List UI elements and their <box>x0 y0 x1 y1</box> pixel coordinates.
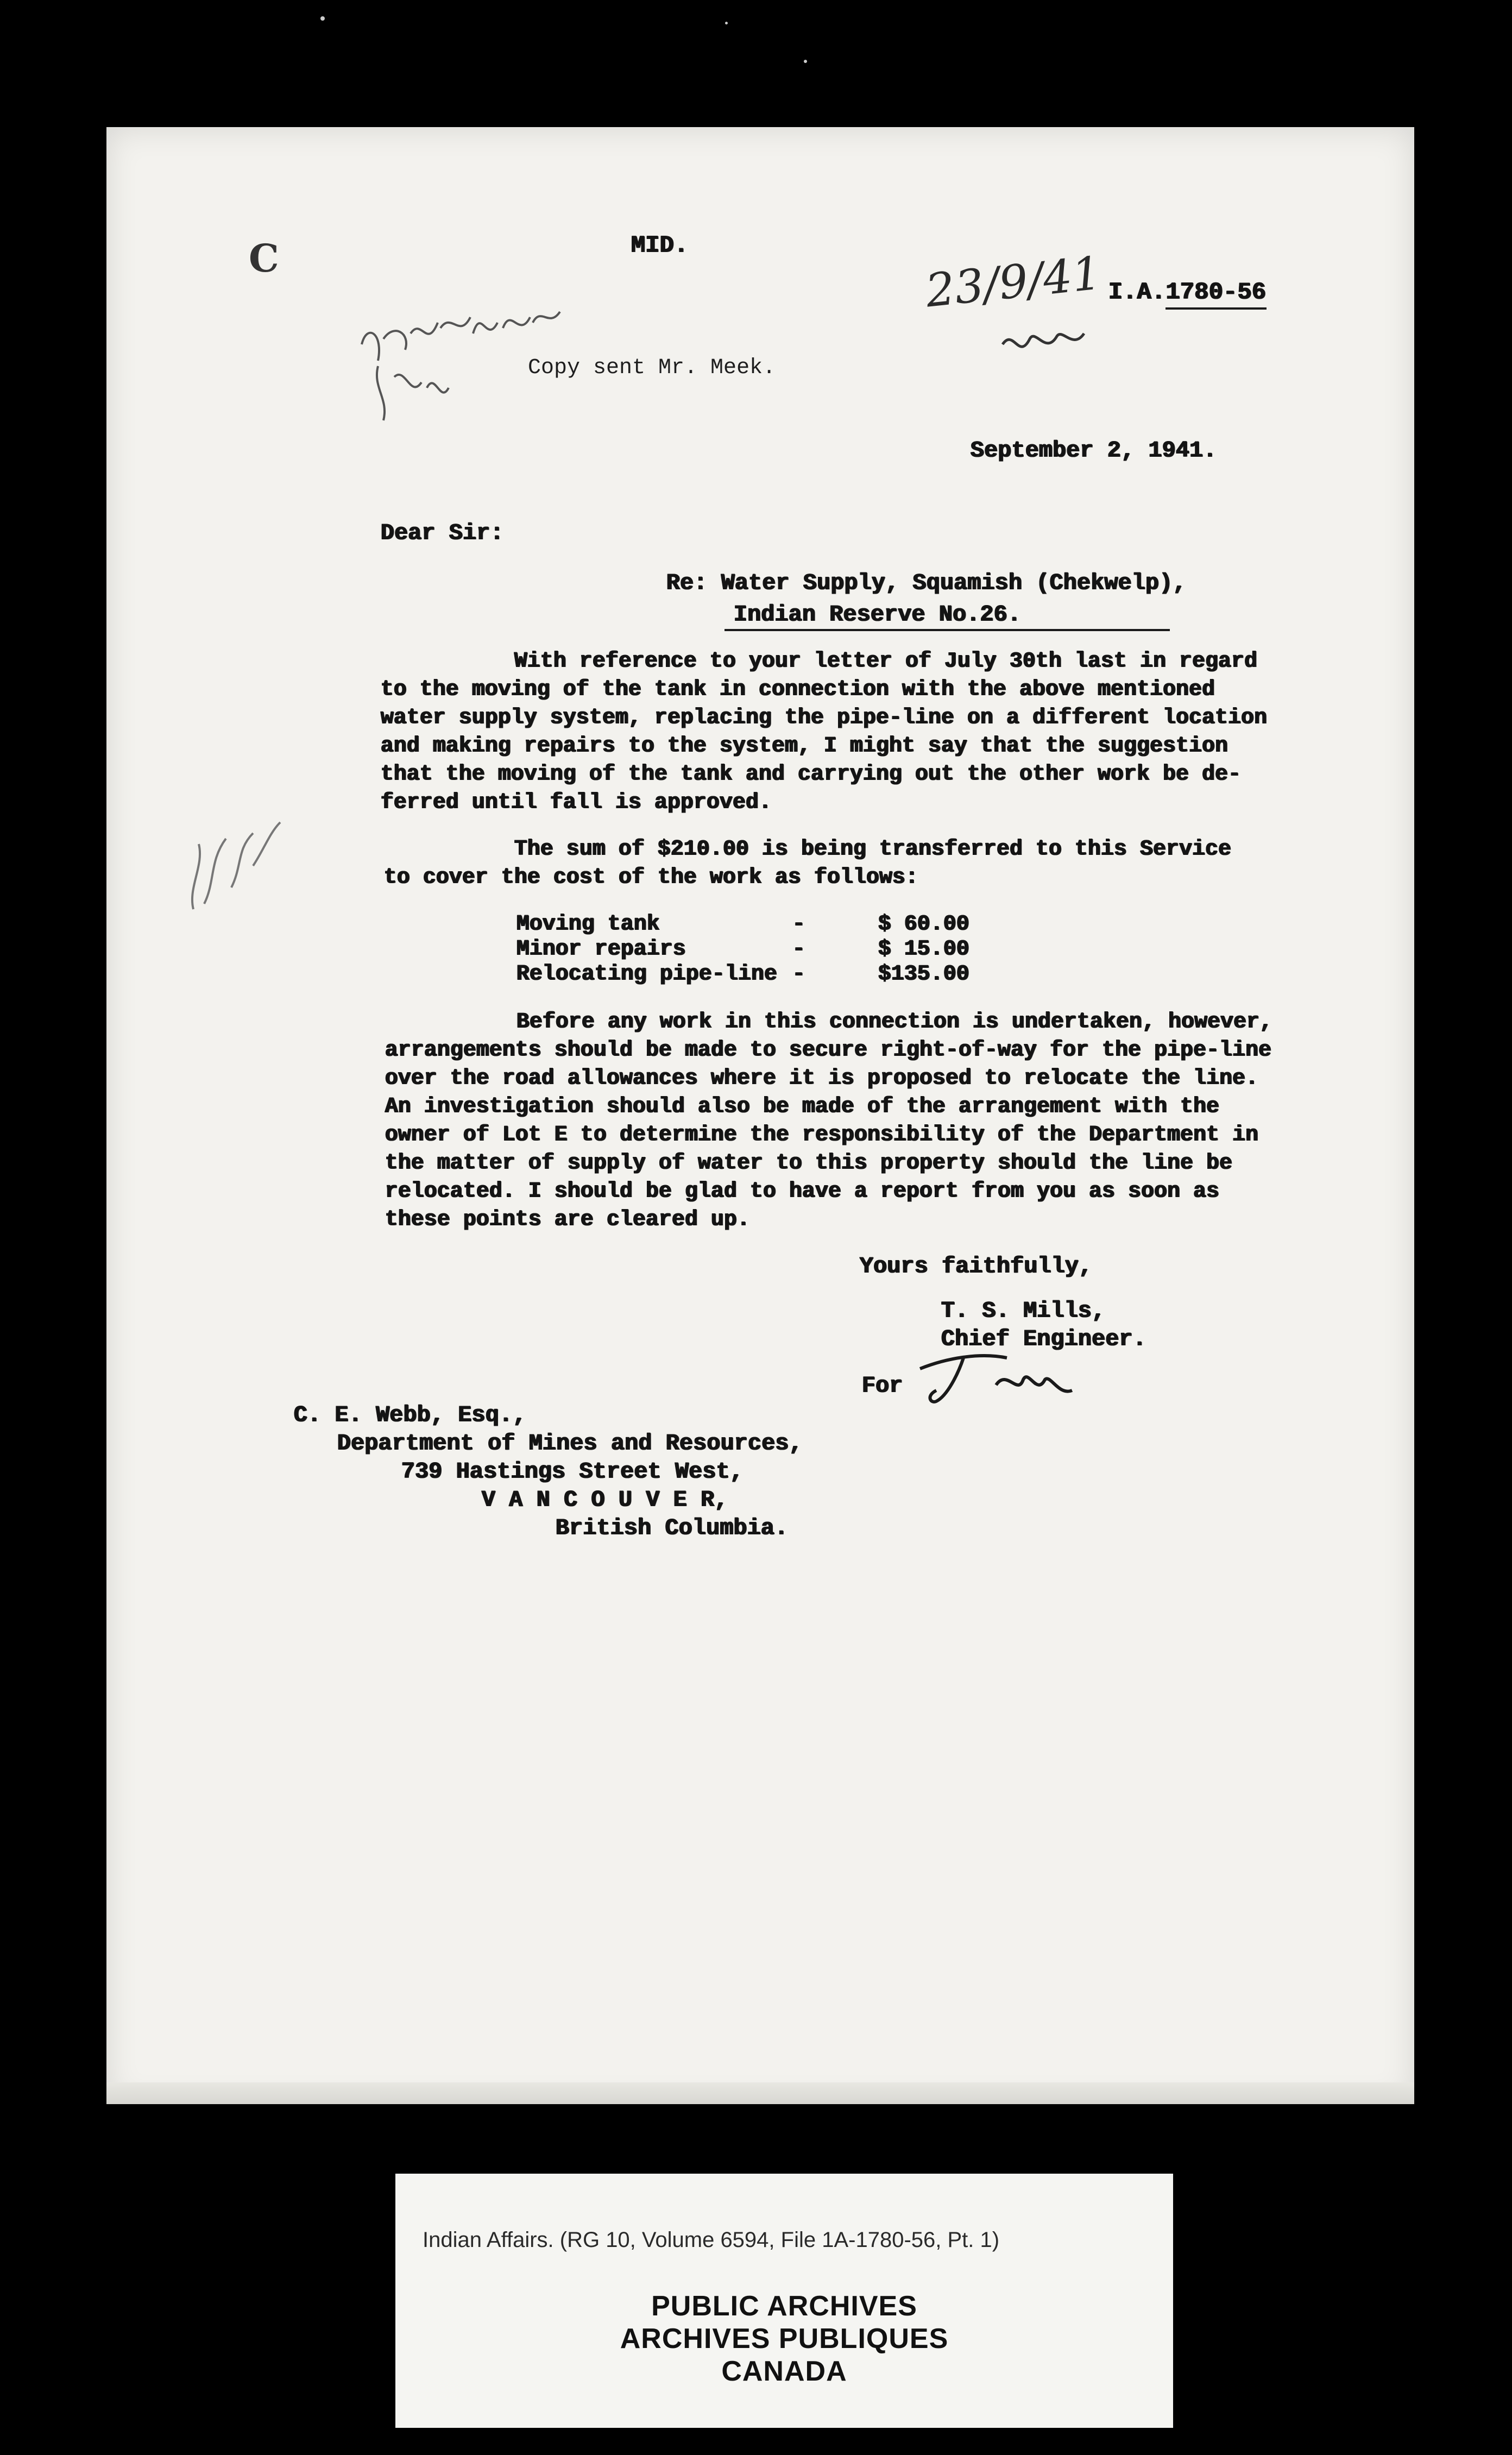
paragraph-3-line: arrangements should be made to secure right-of-way for the pipe-line <box>385 1038 1271 1062</box>
letter-date: September 2, 1941. <box>970 437 1217 463</box>
addressee-line: 739 Hastings Street West, <box>401 1458 744 1484</box>
archive-country: CANADA <box>721 2356 847 2387</box>
salutation: Dear Sir: <box>380 520 503 546</box>
paper-bottom-edge <box>106 2082 1414 2104</box>
paragraph-3-line: relocated. I should be glad to have a report from you as soon as <box>385 1179 1219 1204</box>
cost-amount: $135.00 <box>878 962 969 986</box>
signatory-name: T. S. Mills, <box>941 1298 1105 1324</box>
film-speck <box>320 16 325 21</box>
addressee-line: British Columbia. <box>555 1515 788 1541</box>
paragraph-1-line: to the moving of the tank in connection with the above mentioned <box>380 677 1215 702</box>
subject-line-1: Re: Water Supply, Squamish (Chekwelp), <box>666 570 1186 596</box>
file-reference: I.A.1780-56 <box>1108 279 1266 306</box>
paragraph-3-line: An investigation should also be made of the arrangement with the <box>385 1094 1219 1119</box>
cost-item: Relocating pipe-line <box>516 962 777 986</box>
file-reference-underline <box>1166 307 1267 310</box>
paragraph-3-line: the matter of supply of water to this property should the line be <box>385 1151 1232 1175</box>
paragraph-3-line: owner of Lot E to determine the responsibility of the Department in <box>385 1123 1258 1147</box>
archive-name-english: PUBLIC ARCHIVES <box>651 2290 917 2322</box>
file-marker: MID. <box>631 232 688 259</box>
paragraph-3-line: over the road allowances where it is proposed to relocate the line. <box>385 1066 1258 1091</box>
for-label: For <box>861 1373 903 1399</box>
film-speck <box>725 22 728 24</box>
cost-dash: - <box>792 962 805 986</box>
handwritten-margin-scribble <box>172 801 291 942</box>
subject-line-2: Indian Reserve No.26. <box>733 601 1021 627</box>
handwritten-signature <box>915 1336 1083 1418</box>
addressee-line: Department of Mines and Resources, <box>337 1430 802 1456</box>
handwritten-initials-scribble <box>345 257 579 437</box>
cost-item: Minor repairs <box>516 937 686 961</box>
handwritten-date: 23/9/41 <box>923 246 1104 318</box>
paragraph-2-line: The sum of $210.00 is being transferred to this Service <box>514 837 1231 861</box>
archive-label-card <box>395 2174 1173 2428</box>
signatory-title: Chief Engineer. <box>941 1326 1146 1352</box>
paragraph-1-line: and making repairs to the system, I might say that the suggestion <box>380 734 1228 758</box>
addressee-line: V A N C O U V E R, <box>481 1487 728 1513</box>
handwritten-initial-below-date <box>997 317 1089 366</box>
paragraph-3-line: Before any work in this connection is undertaken, however, <box>516 1010 1272 1034</box>
addressee-line: C. E. Webb, Esq., <box>293 1402 526 1428</box>
hole-mark: C <box>249 236 279 281</box>
paragraph-3-line: these points are cleared up. <box>385 1207 750 1232</box>
film-speck <box>804 60 807 63</box>
copy-sent-note: Copy sent Mr. Meek. <box>528 356 776 380</box>
closing: Yours faithfully, <box>859 1253 1092 1279</box>
cost-dash: - <box>792 937 805 961</box>
paragraph-1-line: water supply system, replacing the pipe-line on a different location <box>380 706 1267 730</box>
paragraph-1-line: With reference to your letter of July 30th last in regard <box>514 649 1257 673</box>
letter-page <box>106 127 1414 2104</box>
cost-item: Moving tank <box>516 912 660 936</box>
cost-dash: - <box>792 912 805 936</box>
cost-amount: $ 15.00 <box>878 937 969 961</box>
paragraph-2-line: to cover the cost of the work as follows: <box>383 865 918 890</box>
archive-citation: Indian Affairs. (RG 10, Volume 6594, File 1A-1780-56, Pt. 1) <box>423 2228 1000 2252</box>
paragraph-1-line: ferred until fall is approved. <box>380 790 772 815</box>
subject-underline <box>724 629 1170 631</box>
archive-name-french: ARCHIVES PUBLIQUES <box>620 2323 949 2355</box>
cost-amount: $ 60.00 <box>878 912 969 936</box>
paragraph-1-line: that the moving of the tank and carrying out the other work be de- <box>380 762 1241 786</box>
